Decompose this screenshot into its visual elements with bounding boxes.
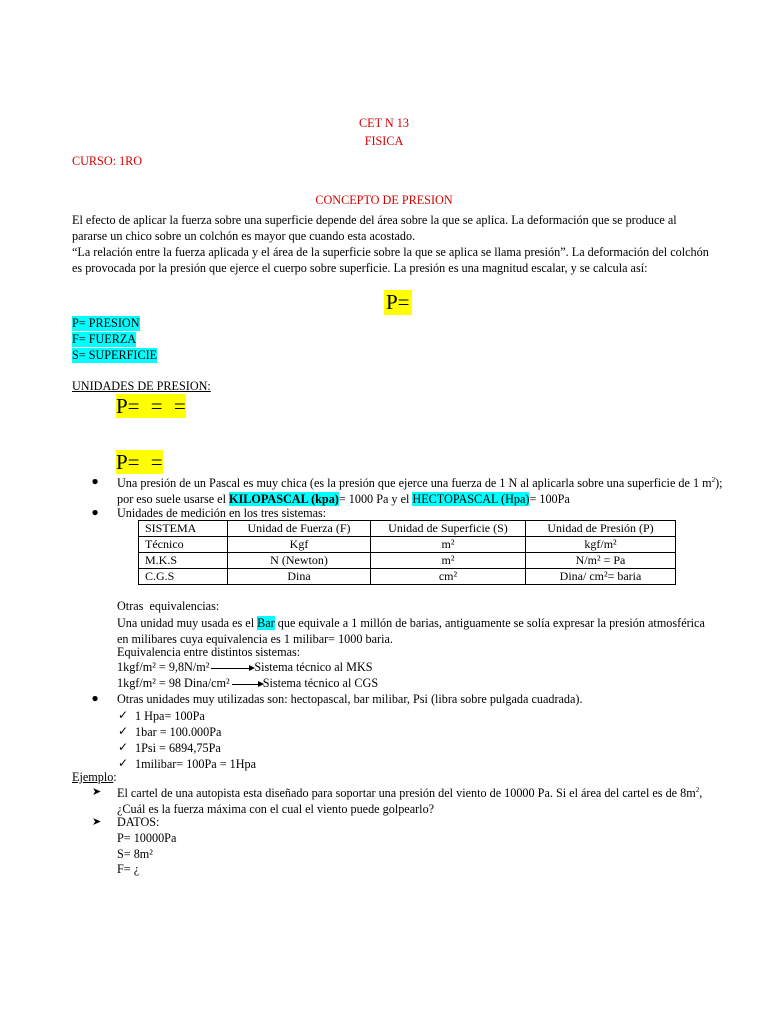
pressure-formula: P= [386, 290, 410, 314]
table-header-cell: SISTEMA [139, 521, 228, 537]
bullet-dot-icon: ● [91, 691, 99, 705]
table-cell: kgf/m² [526, 537, 676, 553]
units-formula-2 [116, 450, 163, 475]
doc-title: CET N 13 [359, 116, 409, 130]
intro-paragraph-1: El efecto de aplicar la fuerza sobre una superficie depende del área sobre la que se aplica. La deformación que se produce al pararse un chico sobre un colchón es mayor que cuando esta acostado. [72, 213, 677, 244]
units-formula-1-text: P= = = [116, 394, 186, 418]
datos-pressure: P= 10000Pa [117, 831, 177, 845]
equiv-title: Otras equivalencias: [117, 599, 220, 613]
example-heading [72, 770, 117, 785]
bullet-pascal-text-c: = 1000 Pa y el [338, 492, 413, 506]
equiv-1-left: 1kgf/m² = 9,8N/m² [117, 660, 210, 674]
check-item: 1Psi = 6894,75Pa [135, 741, 221, 755]
check-item: 1bar = 100.000Pa [135, 725, 222, 739]
bullet-dot-icon: ● [91, 505, 99, 519]
table-header-cell: Unidad de Superficie (S) [371, 521, 526, 537]
arrowhead-bullet-icon: ➤ [92, 786, 102, 798]
concept-title: CONCEPTO DE PRESION [315, 193, 453, 207]
table-cell: N (Newton) [228, 553, 371, 569]
datos-surface: S= 8m² [117, 847, 153, 861]
table-cell: m² [371, 537, 526, 553]
table-header-cell: Unidad de Presión (P) [526, 521, 676, 537]
sup-2: 2 [695, 785, 700, 794]
equiv-bar-text-b: que equivale a 1 millón de barias, antiguamente se solía expresar la presión atmosférica en milibares cuya equivalencia es 1 milibar= 1000 baria. [117, 616, 705, 646]
def-force: F= FUERZA [72, 332, 137, 346]
table-row [139, 537, 676, 553]
arrowhead-bullet-icon: ➤ [92, 816, 102, 828]
arrow-right-icon [232, 684, 262, 685]
arrow-right-icon [211, 668, 253, 669]
table-row [139, 553, 676, 569]
course-label: CURSO: 1RO [72, 154, 143, 168]
table-cell: C.G.S [139, 569, 228, 585]
checkmark-icon: ✓ [118, 724, 129, 738]
checkmark-icon: ✓ [118, 740, 129, 754]
example-problem-text-b: , ¿Cuál es la fuerza máxima con el cual el viento puede golpearlo? [117, 786, 703, 816]
doc-subject: FISICA [364, 134, 404, 148]
equiv-bar-text-a: Una unidad muy usada es el [117, 616, 258, 630]
datos-label: DATOS: [117, 815, 160, 829]
checkmark-icon: ✓ [118, 756, 129, 770]
bullet-other-units: Otras unidades muy utilizadas son: hectopascal, bar milibar, Psi (libra sobre pulgada cuadrada). [117, 692, 583, 706]
checkmark-icon: ✓ [118, 708, 129, 722]
example-heading-text: Ejemplo [72, 770, 114, 784]
table-cell: N/m² = Pa [526, 553, 676, 569]
bar-highlight: Bar [257, 616, 275, 630]
sup-2: 2 [711, 475, 716, 484]
units-formula-2-text: P= = [116, 450, 163, 474]
hectopascal-highlight: HECTOPASCAL (Hpa) [412, 492, 530, 506]
kilopascal-highlight: KILOPASCAL (kpa) [229, 492, 339, 506]
units-heading: UNIDADES DE PRESION: [72, 379, 211, 393]
example-problem-text-a: El cartel de una autopista esta diseñado para soportar una presión del viento de 10000 Pa. Si el área del cartel es de 8m [117, 786, 696, 800]
equiv-bar-paragraph [117, 615, 717, 647]
table-cell: Dina/ cm²= baria [526, 569, 676, 585]
example-heading-colon: : [113, 770, 117, 784]
table-row [139, 569, 676, 585]
table-cell: Kgf [228, 537, 371, 553]
check-item: 1milibar= 100Pa = 1Hpa [135, 757, 257, 771]
equiv-1-right: Sistema técnico al MKS [254, 660, 373, 674]
table-cell: cm² [371, 569, 526, 585]
bullet-pascal [117, 475, 727, 507]
units-formula-1 [116, 394, 186, 419]
equiv-2-right: Sistema técnico al CGS [262, 676, 379, 690]
equiv-2-left: 1kgf/m² = 98 Dina/cm² [117, 676, 230, 690]
equiv-line-2 [117, 676, 378, 691]
units-table [138, 520, 676, 585]
table-cell: Dina [228, 569, 371, 585]
def-surface: S= SUPERFICIE [72, 348, 158, 362]
table-header-row [139, 521, 676, 537]
check-item: 1 Hpa= 100Pa [135, 709, 205, 723]
datos-force: F= ¿ [117, 862, 140, 876]
def-pressure: P= PRESION [72, 316, 140, 330]
bullet-pascal-text-a: Una presión de un Pascal es muy chica (es la presión que ejerce una fuerza de 1 N al aplicarla sobre una superficie de 1 m [117, 476, 712, 490]
bullet-dot-icon: ● [91, 474, 99, 488]
table-cell: Técnico [139, 537, 228, 553]
table-header-cell: Unidad de Fuerza (F) [228, 521, 371, 537]
table-cell: m² [371, 553, 526, 569]
equiv-line-1 [117, 660, 373, 675]
example-problem [117, 785, 727, 817]
systems-title: Equivalencia entre distintos sistemas: [117, 645, 301, 659]
bullet-pascal-text-b: ); por eso suele usarse el [117, 476, 723, 506]
bullet-systems: Unidades de medición en los tres sistemas: [117, 506, 327, 520]
table-cell: M.K.S [139, 553, 228, 569]
intro-paragraph-2: “La relación entre la fuerza aplicada y el área de la superficie sobre la que se aplica se llama presión”. La deformación del colchón es provocada por la presión que ejerce el cuerpo sobre superficie. La presión es una magnitud escalar, y se calcula así: [72, 245, 709, 276]
bullet-pascal-text-d: = 100Pa [529, 492, 570, 506]
